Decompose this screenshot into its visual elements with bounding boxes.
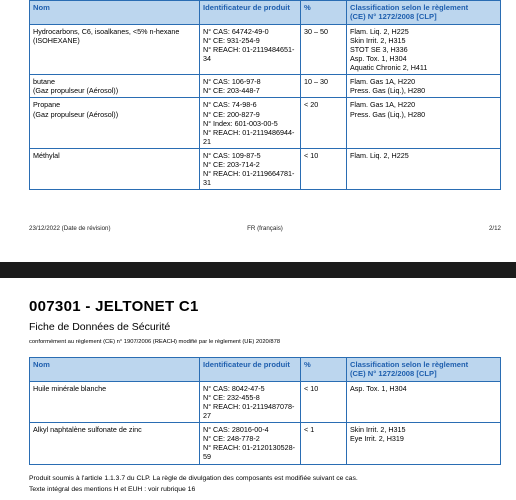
classification-cell	[347, 148, 501, 189]
classification-line: Asp. Tox. 1, H304	[350, 54, 407, 64]
product-identifier-line: N° CE: 203-714-2	[203, 160, 260, 170]
header-classification	[347, 358, 501, 382]
document-title: 007301 - JELTONET C1	[29, 298, 199, 315]
classification-line: Flam. Liq. 2, H225	[350, 26, 409, 36]
classification-line: Flam. Liq. 2, H225	[350, 150, 409, 160]
product-identifier-line: 21	[203, 136, 211, 146]
product-identifier-line: N° CAS: 109-87-5	[203, 150, 261, 160]
product-identifier-line: 59	[203, 452, 211, 462]
revision-date: 23/12/2022 (Date de révision)	[29, 225, 111, 232]
header-percent: %	[301, 1, 347, 25]
substance-name-cell	[30, 423, 200, 464]
table-row	[30, 423, 501, 464]
product-identifier-cell	[200, 98, 301, 148]
product-identifier-line: N° CAS: 28016-00-4	[203, 425, 269, 435]
composition-table-body	[30, 24, 501, 190]
sds-page-3	[0, 278, 516, 500]
table-row	[30, 24, 501, 74]
concentration-cell: < 1	[301, 423, 347, 464]
concentration-cell: 30 – 50	[301, 24, 347, 74]
classification-cell	[347, 381, 501, 422]
product-identifier-line: N° REACH: 01-2119487078-	[203, 402, 295, 411]
product-identifier-line: N° REACH: 01-2119484651-	[203, 45, 295, 54]
product-identifier-line: N° CAS: 8042-47-5	[203, 383, 265, 393]
header-classification-line1: Classification selon le règlement	[350, 360, 469, 369]
product-identifier-line: 34	[203, 54, 211, 64]
table-header-row	[30, 358, 501, 382]
concentration-cell: < 10	[301, 381, 347, 422]
product-identifier-line: 27	[203, 411, 211, 421]
classification-cell	[347, 75, 501, 98]
composition-table-continued	[29, 357, 501, 465]
h-statements-note: Texte intégral des mentions H et EUH : voir rubrique 16	[29, 486, 196, 493]
product-identifier-cell	[200, 381, 301, 422]
page-separator	[0, 262, 516, 278]
substance-name-line: Alkyl naphtalène sulfonate de zinc	[33, 425, 142, 435]
substance-name-cell	[30, 148, 200, 189]
product-identifier-line: 31	[203, 178, 211, 188]
classification-line: STOT SE 3, H336	[350, 45, 408, 54]
product-identifier-line: N° REACH: 01-2119486944-	[203, 127, 295, 137]
classification-line: Press. Gas (Liq.), H280	[350, 86, 426, 96]
substance-name-line: Propane	[33, 100, 61, 110]
product-identifier-line: N° REACH: 01-2119664781-	[203, 169, 295, 179]
product-identifier-line: N° CAS: 106-97-8	[203, 77, 261, 87]
concentration-cell: < 20	[301, 98, 347, 148]
product-identifier-line: N° CAS: 64742-49-0	[203, 26, 269, 36]
substance-name-cell	[30, 75, 200, 98]
classification-line: Flam. Gas 1A, H220	[350, 100, 416, 110]
document-subtitle: Fiche de Données de Sécurité	[29, 321, 171, 333]
substance-name-cell	[30, 24, 200, 74]
classification-cell	[347, 24, 501, 74]
table-row	[30, 98, 501, 148]
table-row	[30, 75, 501, 98]
product-identifier-cell	[200, 423, 301, 464]
header-classification-line2: (CE) N° 1272/2008 [CLP]	[350, 12, 437, 22]
table-row	[30, 381, 501, 422]
header-name: Nom	[30, 358, 200, 382]
classification-line: Eye Irrit. 2, H319	[350, 434, 404, 444]
header-identifier: Identificateur de produit	[200, 358, 301, 382]
classification-cell	[347, 423, 501, 464]
product-identifier-line: N° CAS: 74-98-6	[203, 100, 257, 110]
substance-name-line: butane	[33, 77, 55, 87]
product-identifier-cell	[200, 75, 301, 98]
substance-name-line: (Gaz propulseur (Aérosol))	[33, 86, 119, 96]
classification-line: Aquatic Chronic 2, H411	[350, 63, 428, 73]
product-identifier-line: N° CE: 232-455-8	[203, 392, 260, 402]
header-classification	[347, 1, 501, 25]
substance-name-line: Huile minérale blanche	[33, 383, 107, 393]
header-identifier: Identificateur de produit	[200, 1, 301, 25]
regulation-conformity: conformément au règlement (CE) n° 1907/2006 (REACH) modifié par le règlement (UE) 2020/878	[29, 339, 281, 345]
product-identifier-line: N° CE: 931-254-9	[203, 35, 260, 45]
product-identifier-line: N° CE: 203-448-7	[203, 86, 260, 96]
page-number: 2/12	[488, 225, 501, 232]
product-identifier-cell	[200, 24, 301, 74]
composition-table	[29, 0, 501, 190]
header-name: Nom	[30, 1, 200, 25]
product-identifier-line: N° REACH: 01-2120130528-	[203, 443, 295, 453]
substance-name-cell	[30, 98, 200, 148]
substance-name-line: (Gaz propulseur (Aérosol))	[33, 109, 119, 119]
product-identifier-line: N° CE: 200-827-9	[203, 109, 260, 119]
product-identifier-line: N° Index: 601-003-00-5	[203, 118, 278, 128]
product-identifier-cell	[200, 148, 301, 189]
classification-cell	[347, 98, 501, 148]
language-label: FR (français)	[247, 225, 283, 232]
concentration-cell: < 10	[301, 148, 347, 189]
concentration-cell: 10 – 30	[301, 75, 347, 98]
substance-name-cell	[30, 381, 200, 422]
table-row	[30, 148, 501, 189]
classification-line: Asp. Tox. 1, H304	[350, 383, 407, 393]
classification-line: Skin Irrit. 2, H315	[350, 35, 406, 45]
header-classification-line2: (CE) N° 1272/2008 [CLP]	[350, 369, 437, 379]
classification-line: Press. Gas (Liq.), H280	[350, 109, 426, 119]
product-identifier-line: N° CE: 248-778-2	[203, 434, 260, 444]
classification-line: Skin Irrit. 2, H315	[350, 425, 406, 435]
header-classification-line1: Classification selon le règlement	[350, 3, 469, 12]
composition-table-continued-body	[30, 381, 501, 464]
substance-name-line: Hydrocarbons, C6, isoalkanes, <5% n-hexane	[33, 26, 180, 36]
classification-line: Flam. Gas 1A, H220	[350, 77, 416, 87]
table-header-row	[30, 1, 501, 25]
header-percent: %	[301, 358, 347, 382]
substance-name-line: (ISOHEXANE)	[33, 35, 80, 45]
clp-note: Produit soumis à l'article 1.1.3.7 du CLP. La règle de divulgation des composants est modifiée suivant ce cas.	[29, 475, 358, 482]
substance-name-line: Méthylal	[33, 150, 60, 160]
